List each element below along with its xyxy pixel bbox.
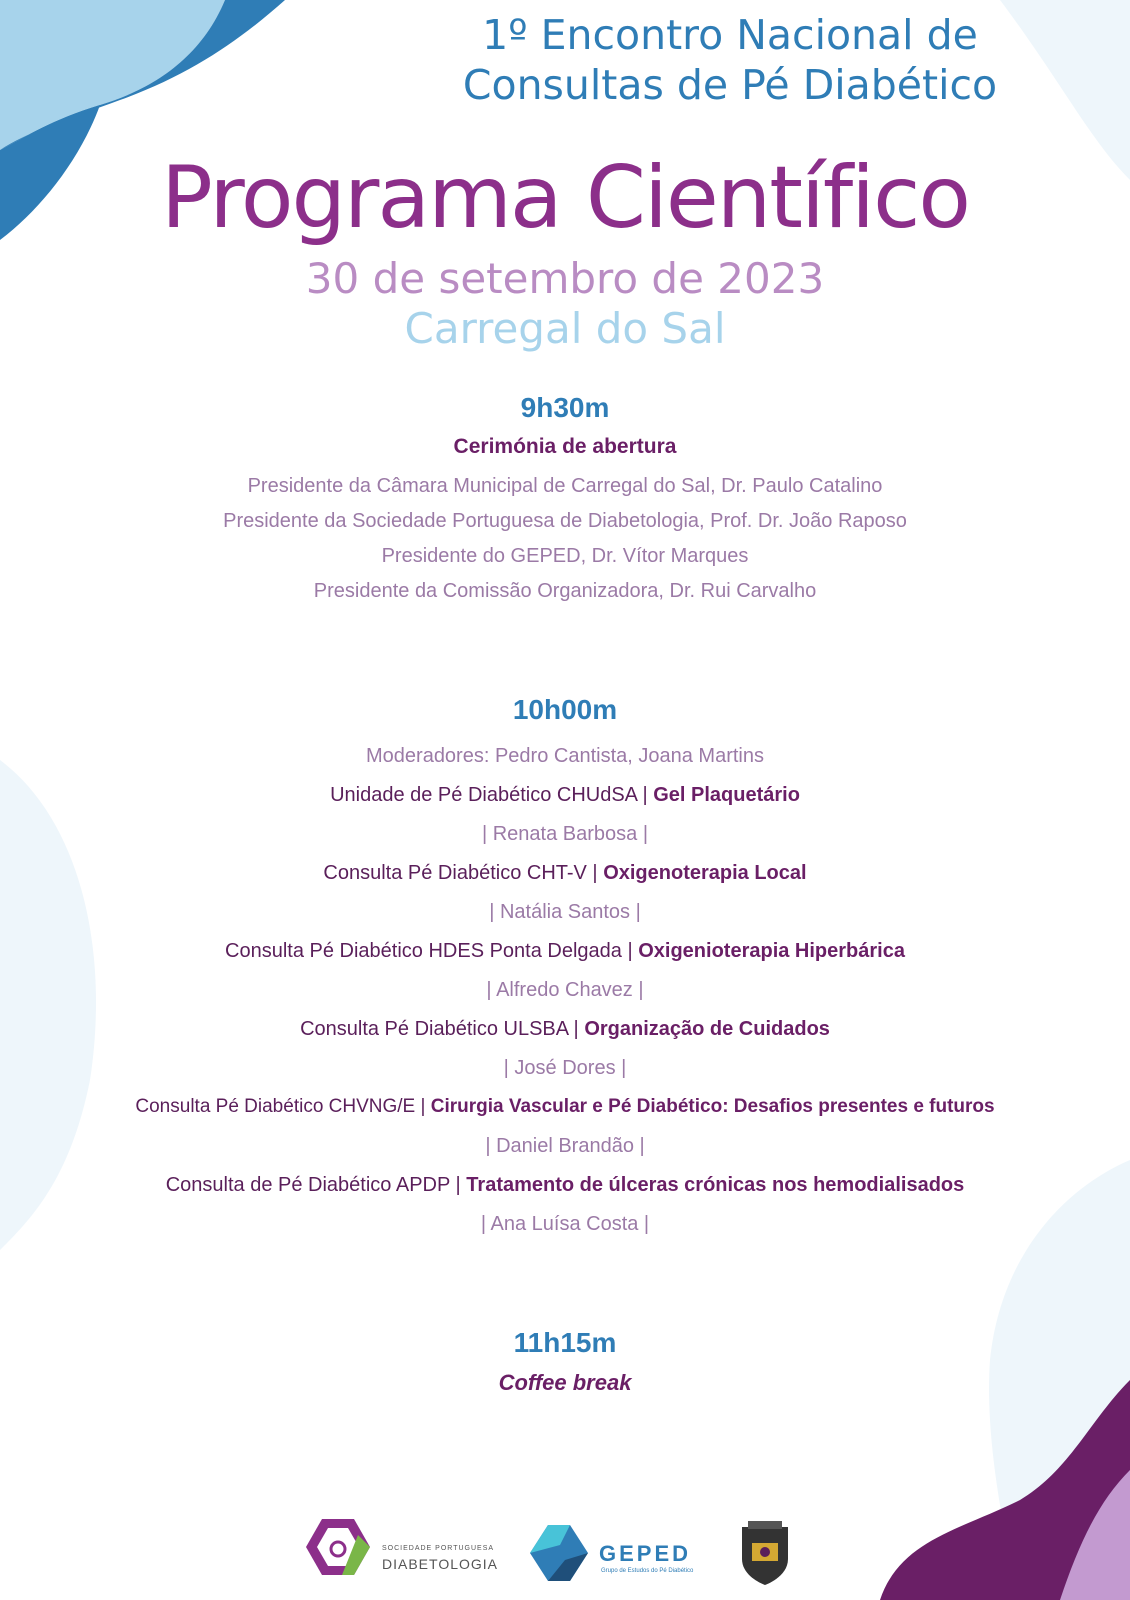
- talk-unit: Consulta Pé Diabético CHT-V |: [323, 862, 604, 884]
- spd-logo-line2: DIABETOLOGIA: [382, 1556, 498, 1572]
- talk-unit: Consulta Pé Diabético ULSBA |: [300, 1018, 585, 1040]
- talk-topic: Cirurgia Vascular e Pé Diabético: Desafios presentes e futuros: [430, 1096, 995, 1117]
- session3-title: Coffee break: [498, 1370, 632, 1395]
- moderators: Moderadores: Pedro Cantista, Joana Martins: [366, 745, 764, 767]
- session1-title: Cerimónia de abertura: [453, 435, 677, 458]
- talk-unit: Consulta Pé Diabético CHVNG/E |: [135, 1096, 431, 1117]
- talk-unit: Consulta de Pé Diabético APDP |: [165, 1174, 467, 1196]
- talk-speaker: | Ana Luísa Costa |: [480, 1213, 650, 1235]
- talk-unit: Unidade de Pé Diabético CHUdSA |: [330, 784, 654, 806]
- event-place: Carregal do Sal: [404, 304, 726, 353]
- speaker-line: Presidente do GEPED, Dr. Vítor Marques: [381, 545, 749, 567]
- talk-unit: Consulta Pé Diabético HDES Ponta Delgada |: [225, 940, 639, 962]
- speaker-line: Presidente da Sociedade Portuguesa de Diabetologia, Prof. Dr. João Raposo: [223, 510, 907, 532]
- program-title: Programa Científico: [161, 148, 969, 248]
- geped-logo-icon: [530, 1525, 588, 1581]
- talk-line: [0, 940, 1130, 963]
- geped-logo-text: GEPED: [599, 1541, 692, 1566]
- talk-line: [0, 1018, 1130, 1041]
- session3-time: 11h15m: [513, 1327, 617, 1358]
- event-date: 30 de setembro de 2023: [305, 254, 825, 303]
- municipal-crest-icon: [742, 1521, 788, 1585]
- event-title: [430, 10, 1030, 110]
- talk-topic: Organização de Cuidados: [584, 1018, 830, 1040]
- talk-topic: Gel Plaquetário: [653, 784, 800, 806]
- talk-line: [0, 784, 1130, 807]
- session1-time: 9h30m: [520, 392, 610, 423]
- event-title-line1: 1º Encontro Nacional de: [482, 11, 978, 59]
- sponsor-logos: [0, 1515, 1130, 1590]
- spd-hexagon-icon: [306, 1519, 370, 1575]
- talk-speaker: | Alfredo Chavez |: [486, 979, 644, 1001]
- spd-logo-line1: SOCIEDADE PORTUGUESA: [382, 1545, 495, 1552]
- session2-time: 10h00m: [512, 694, 618, 725]
- talk-topic: Oxigenioterapia Hiperbárica: [638, 940, 905, 962]
- talk-speaker: | Daniel Brandão |: [485, 1135, 645, 1157]
- talk-topic: Oxigenoterapia Local: [603, 862, 807, 884]
- geped-logo-subtitle: Grupo de Estudos do Pé Diabético: [601, 1568, 694, 1574]
- speaker-line: Presidente da Comissão Organizadora, Dr. Rui Carvalho: [313, 580, 817, 602]
- event-title-line2: Consultas de Pé Diabético: [462, 61, 998, 109]
- talk-line: [0, 1174, 1130, 1197]
- talk-speaker: | José Dores |: [503, 1057, 627, 1079]
- talk-topic: Tratamento de úlceras crónicas nos hemodialisados: [466, 1174, 965, 1196]
- talk-speaker: | Natália Santos |: [489, 901, 641, 923]
- speaker-line: Presidente da Câmara Municipal de Carregal do Sal, Dr. Paulo Catalino: [247, 475, 883, 497]
- talk-line: [0, 1096, 1130, 1118]
- talk-speaker: | Renata Barbosa |: [481, 823, 649, 845]
- talk-line: [0, 862, 1130, 885]
